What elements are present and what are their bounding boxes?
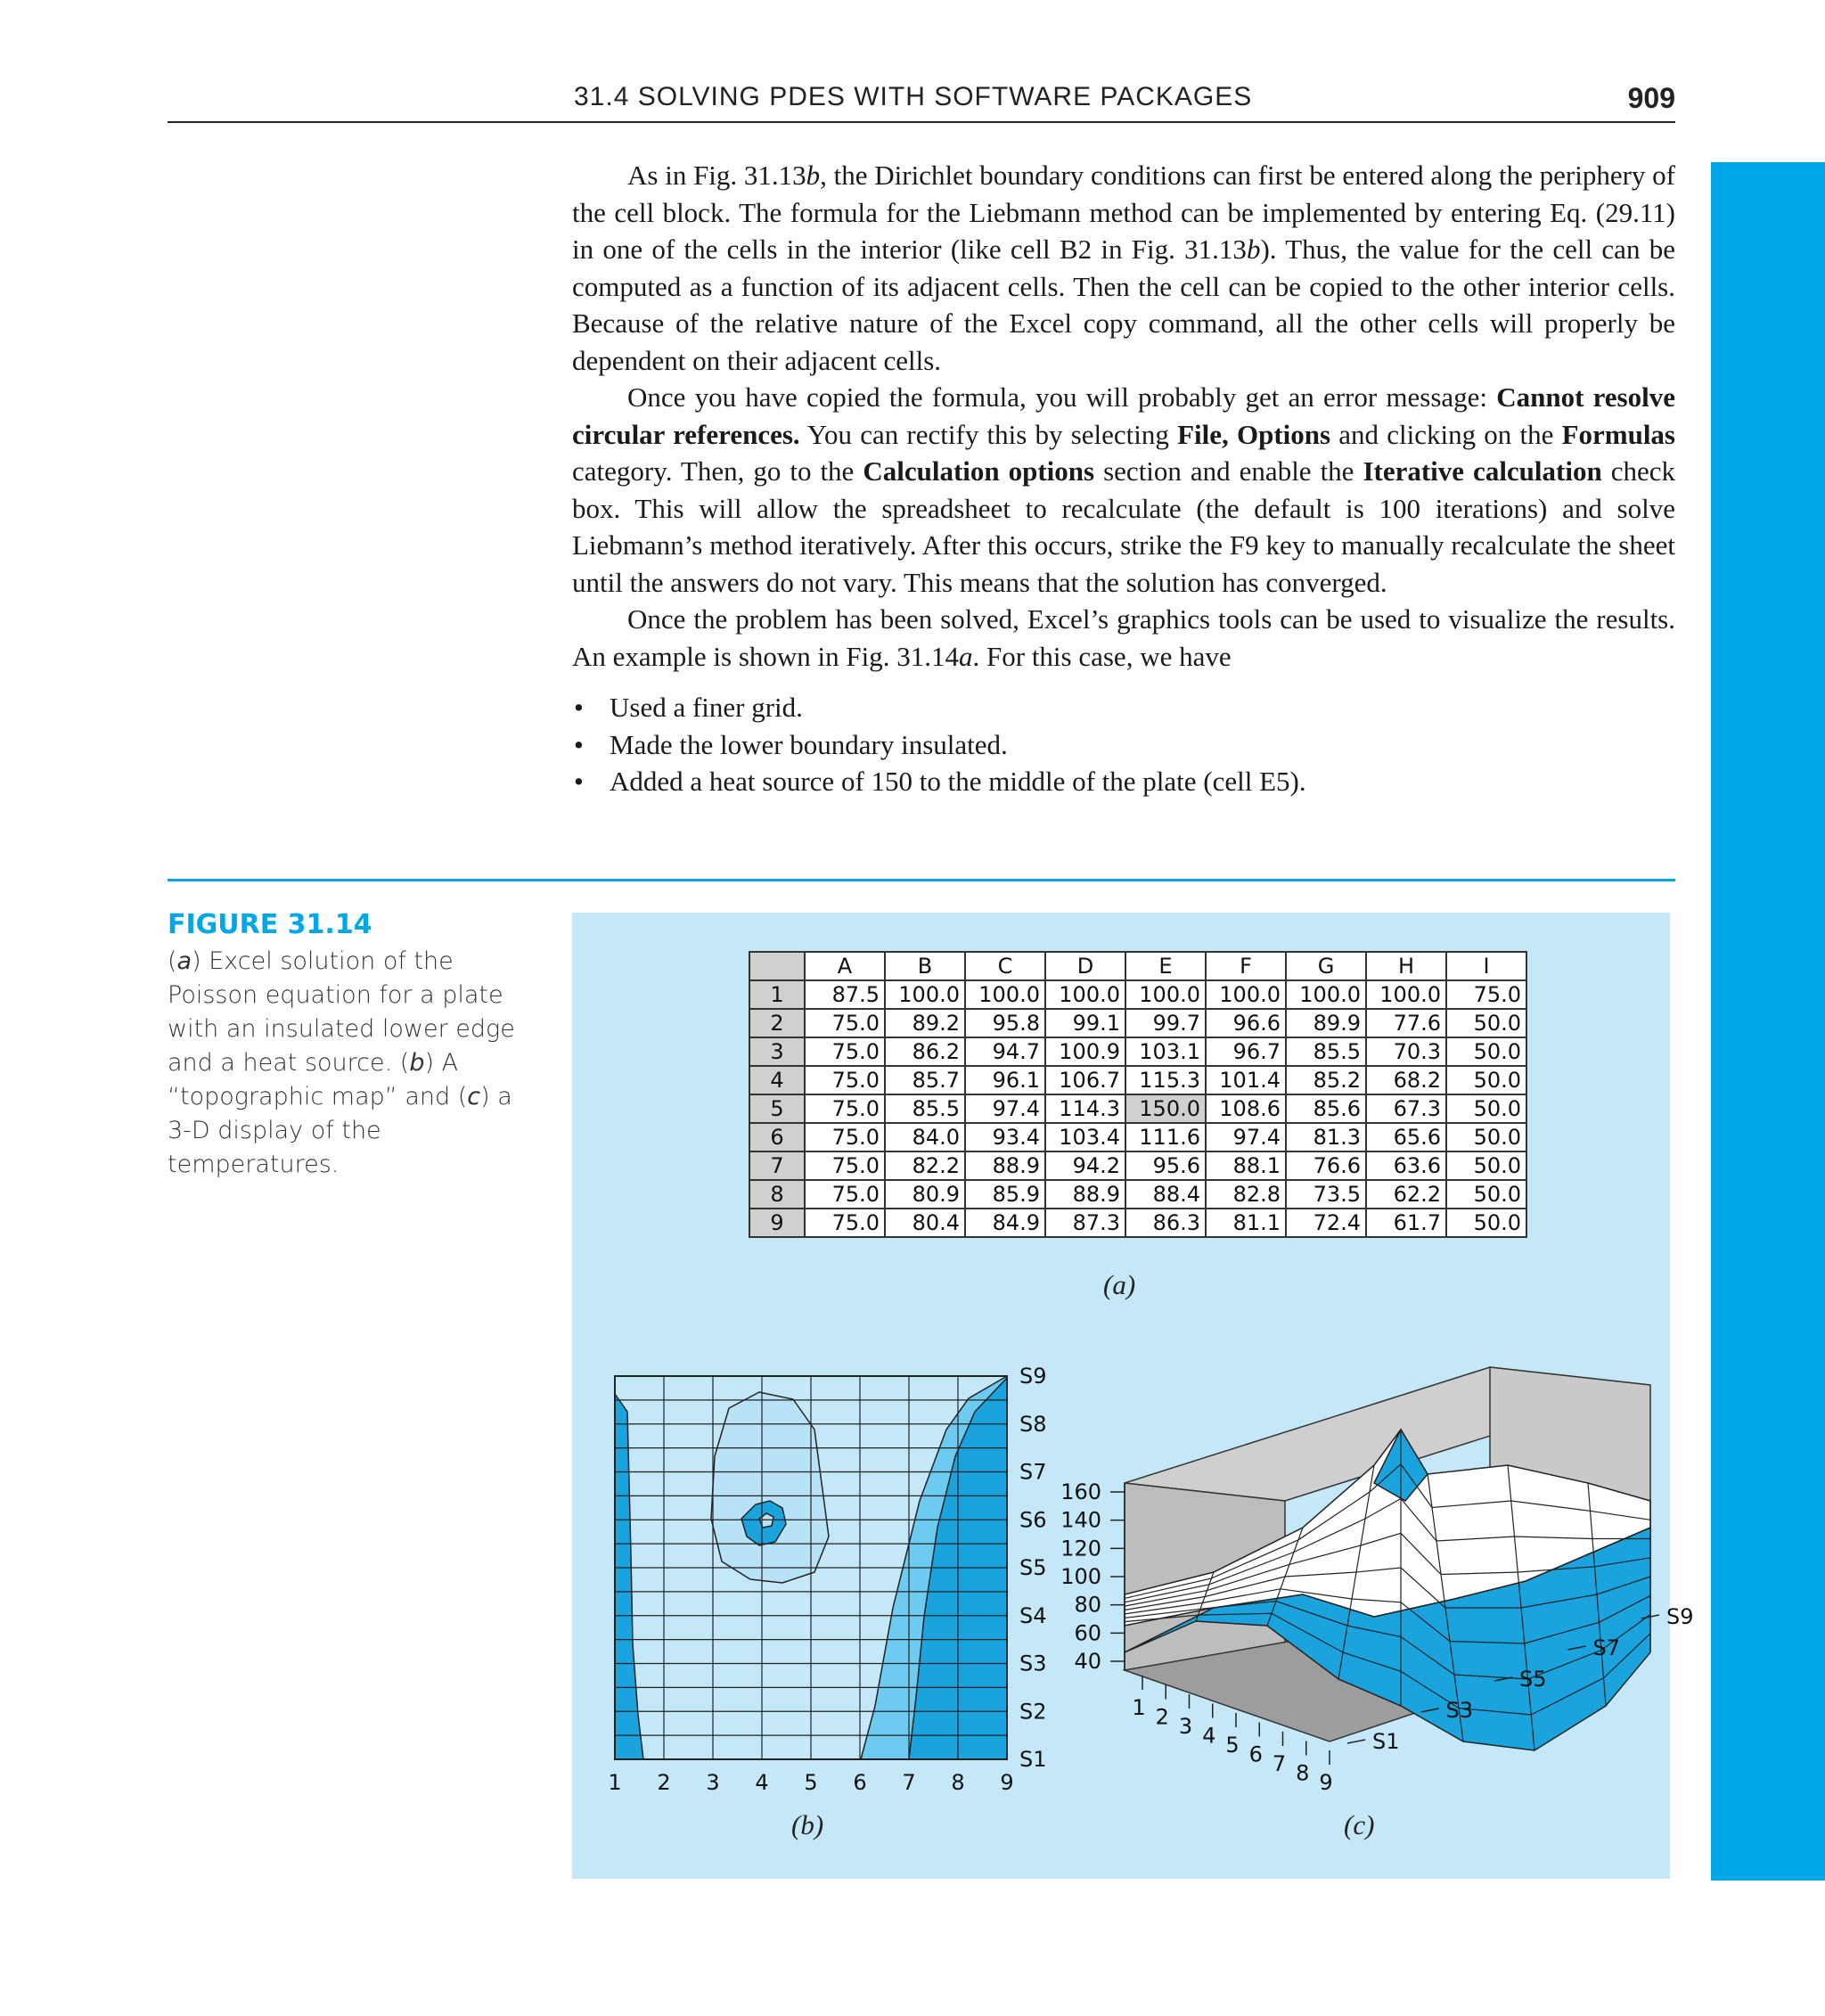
table-cell: 75.0 [805, 1209, 885, 1237]
text-run: As in Fig. 31.13 [627, 160, 806, 191]
row-header: 7 [749, 1151, 805, 1180]
table-cell: 67.3 [1366, 1094, 1446, 1123]
table-cell: 50.0 [1446, 1123, 1526, 1151]
text-run: . For this case, we have [972, 640, 1232, 672]
bold-run: Iterative calculation [1363, 455, 1602, 487]
table-cell: 111.6 [1125, 1123, 1206, 1151]
row-header: 1 [749, 980, 805, 1009]
spreadsheet-body [749, 980, 1526, 1237]
x-tick-label: 3 [706, 1770, 720, 1795]
column-header: G [1286, 952, 1366, 980]
x-tick-label: 2 [1155, 1704, 1169, 1730]
column-header: I [1446, 952, 1526, 980]
text-run: ) a 3-D display of the temperatures. [168, 1083, 512, 1178]
paragraph [572, 379, 1675, 601]
table-cell: 103.1 [1125, 1037, 1206, 1066]
y-tick-label: S7 [1592, 1635, 1621, 1660]
table-cell: 50.0 [1446, 1151, 1526, 1180]
list-item [572, 726, 1675, 764]
table-cell: 100.0 [1366, 980, 1446, 1009]
x-tick-label: 9 [1000, 1770, 1014, 1795]
column-header: B [885, 952, 965, 980]
text-run: section and enable the [1094, 455, 1363, 487]
y-tick-label: S3 [1445, 1698, 1474, 1723]
bullet-icon: • [574, 692, 584, 723]
y-axis-ticks [1019, 1364, 1047, 1772]
column-header-row [749, 952, 1526, 980]
bold-run: Cannot resolve circular references. [572, 381, 1675, 450]
table-cell: 94.2 [1045, 1151, 1125, 1180]
table-cell: 72.4 [1286, 1209, 1366, 1237]
x-tick-label: 8 [1296, 1760, 1310, 1786]
table-cell: 86.3 [1125, 1209, 1206, 1237]
list-item-text: Added a heat source of 150 to the middle of the plate (cell E5). [610, 766, 1306, 797]
side-tab [1711, 162, 1825, 1881]
table-cell: 93.4 [965, 1123, 1045, 1151]
text-run: , the Dirichlet boundary conditions can first be entered along the periphery of the cell block. The formula for the Liebmann method can be implemented by entering Eq. (29.11) in one of the cells in the interior (like cell B2 in Fig. 31.13 [572, 160, 1675, 265]
table-cell: 75.0 [1446, 980, 1526, 1009]
table-cell: 88.9 [965, 1151, 1045, 1180]
table-cell: 85.2 [1286, 1066, 1366, 1094]
table-cell: 62.2 [1366, 1180, 1446, 1209]
table-cell: 75.0 [805, 1123, 885, 1151]
x-tick-label: 7 [902, 1770, 916, 1795]
table-cell: 81.1 [1206, 1209, 1286, 1237]
z-tick-label: 160 [1060, 1479, 1101, 1504]
table-cell: 75.0 [805, 1009, 885, 1037]
table-cell: 84.9 [965, 1209, 1045, 1237]
table-cell: 81.3 [1286, 1123, 1366, 1151]
figure-panel [572, 913, 1694, 1879]
row-header: 4 [749, 1066, 805, 1094]
column-header: C [965, 952, 1045, 980]
contour-band-left [615, 1394, 643, 1759]
table-cell: 84.0 [885, 1123, 965, 1151]
y-tick-label: S1 [1372, 1729, 1400, 1754]
surface-3d-plot [1060, 1332, 1694, 1831]
table-row [749, 980, 1526, 1009]
text-run: check box. This will allow the spreadsheet to recalculate (the default is 100 iterations) and solve Liebmann’s method iteratively. After this occurs, strike the F9 key to manually recalculate the sheet until the answers do not vary. This means that the solution has converged. [572, 455, 1675, 598]
table-row [749, 1066, 1526, 1094]
table-row [749, 1123, 1526, 1151]
table-cell: 103.4 [1045, 1123, 1125, 1151]
running-head [168, 82, 1675, 123]
italic-run: b [409, 1049, 425, 1077]
figure-label: FIGURE 31.14 [168, 909, 372, 940]
table-cell: 85.5 [885, 1094, 965, 1123]
table-cell: 108.6 [1206, 1094, 1286, 1123]
table-cell: 100.0 [1125, 980, 1206, 1009]
table-cell: 50.0 [1446, 1209, 1526, 1237]
table-cell: 150.0 [1125, 1094, 1206, 1123]
table-cell: 75.0 [805, 1151, 885, 1180]
table-row [749, 1009, 1526, 1037]
x-tick-label: 4 [755, 1770, 769, 1795]
table-cell: 86.2 [885, 1037, 965, 1066]
y-tick-label: S3 [1019, 1651, 1047, 1676]
x-tick-label: 5 [804, 1770, 818, 1795]
bullet-icon: • [574, 728, 584, 760]
y-tick-label: S8 [1019, 1411, 1047, 1437]
z-tick-label: 120 [1060, 1536, 1101, 1561]
row-header: 9 [749, 1209, 805, 1237]
table-cell: 70.3 [1366, 1037, 1446, 1066]
row-header: 6 [749, 1123, 805, 1151]
table-cell: 101.4 [1206, 1066, 1286, 1094]
z-tick-label: 40 [1074, 1649, 1101, 1674]
table-cell: 50.0 [1446, 1009, 1526, 1037]
bold-run: File, Options [1177, 418, 1331, 450]
y-tick-label: S9 [1019, 1364, 1047, 1389]
table-cell: 85.6 [1286, 1094, 1366, 1123]
text-run: ) Excel solution of the Poisson equation for a plate with an insulated lower edge and a heat source. ( [168, 947, 515, 1077]
row-header: 2 [749, 1009, 805, 1037]
text-run: You can rectify this by selecting [799, 418, 1178, 450]
column-header: D [1045, 952, 1125, 980]
table-cell: 73.5 [1286, 1180, 1366, 1209]
y-tick-label: S5 [1519, 1667, 1547, 1692]
table-cell: 75.0 [805, 1180, 885, 1209]
column-header: A [805, 952, 885, 980]
table-cell: 88.1 [1206, 1151, 1286, 1180]
table-cell: 96.1 [965, 1066, 1045, 1094]
table-cell: 96.6 [1206, 1009, 1286, 1037]
table-cell: 77.6 [1366, 1009, 1446, 1037]
x-tick-label: 1 [608, 1770, 622, 1795]
x-tick-label: 7 [1272, 1751, 1287, 1776]
z-tick-label: 60 [1074, 1620, 1101, 1646]
table-row [749, 1037, 1526, 1066]
table-cell: 75.0 [805, 1037, 885, 1066]
table-row [749, 1180, 1526, 1209]
table-cell: 100.0 [885, 980, 965, 1009]
table-cell: 88.9 [1045, 1180, 1125, 1209]
table-cell: 68.2 [1366, 1066, 1446, 1094]
table-cell: 65.6 [1366, 1123, 1446, 1151]
italic-run: b [1246, 234, 1261, 265]
x-tick-label: 8 [951, 1770, 965, 1795]
x-axis-ticks [608, 1770, 1013, 1795]
table-cell: 97.4 [965, 1094, 1045, 1123]
table-cell: 50.0 [1446, 1037, 1526, 1066]
table-cell: 50.0 [1446, 1094, 1526, 1123]
corner-cell [749, 952, 805, 980]
paragraph [572, 601, 1675, 675]
table-cell: 99.7 [1125, 1009, 1206, 1037]
text-run: Once you have copied the formula, you will probably get an error message: [627, 381, 1497, 413]
table-cell: 95.8 [965, 1009, 1045, 1037]
figure-caption [168, 945, 542, 1182]
table-cell: 63.6 [1366, 1151, 1446, 1180]
row-header: 3 [749, 1037, 805, 1066]
y-tick-label: S6 [1019, 1507, 1047, 1533]
table-row [749, 1151, 1526, 1180]
table-cell: 99.1 [1045, 1009, 1125, 1037]
table-cell: 85.7 [885, 1066, 965, 1094]
text-run: ) A “topographic map” and ( [168, 1049, 468, 1110]
x-tick-label: 6 [1248, 1741, 1263, 1767]
table-cell: 61.7 [1366, 1209, 1446, 1237]
table-cell: 82.8 [1206, 1180, 1286, 1209]
italic-run: a [176, 947, 192, 975]
table-cell: 85.9 [965, 1180, 1045, 1209]
table-cell: 80.4 [885, 1209, 965, 1237]
table-cell: 75.0 [805, 1066, 885, 1094]
bullet-list [572, 689, 1675, 800]
text-run: Once the problem has been solved, Excel’s graphics tools can be used to visualize the results. An example is shown in Fig. 31.14 [572, 603, 1675, 672]
table-cell: 87.5 [805, 980, 885, 1009]
list-item [572, 763, 1675, 800]
page-number: 909 [1627, 82, 1675, 114]
body-text [572, 157, 1675, 800]
row-header: 5 [749, 1094, 805, 1123]
spreadsheet-table [749, 951, 1527, 1238]
table-cell: 89.2 [885, 1009, 965, 1037]
z-tick-label: 80 [1074, 1592, 1101, 1618]
x-tick-label: 2 [657, 1770, 671, 1795]
z-tick-label: 140 [1060, 1507, 1101, 1533]
row-header: 8 [749, 1180, 805, 1209]
z-tick-label: 100 [1060, 1564, 1101, 1589]
x-tick-label: 3 [1178, 1714, 1193, 1739]
text-run: ). Thus, the value for the cell can be computed as a function of its adjacent cells. Then the cell can be copied to the other interior cells. Because of the relative nature of the Excel copy command, all the other cells will properly be dependent on their adjacent cells. [572, 234, 1675, 376]
subfigure-label-b: (b) [791, 1809, 824, 1840]
subfigure-label-c: (c) [1344, 1809, 1375, 1840]
paragraph [572, 157, 1675, 379]
bold-run: Calculation options [863, 455, 1095, 487]
table-cell: 97.4 [1206, 1123, 1286, 1151]
table-cell: 95.6 [1125, 1151, 1206, 1180]
column-header: F [1206, 952, 1286, 980]
column-header: H [1366, 952, 1446, 980]
section-title: 31.4 SOLVING PDES WITH SOFTWARE PACKAGES [574, 82, 1253, 111]
table-cell: 100.0 [965, 980, 1045, 1009]
subfigure-label-a: (a) [1103, 1269, 1136, 1300]
y-tick-label: S9 [1666, 1604, 1694, 1629]
table-cell: 80.9 [885, 1180, 965, 1209]
table-cell: 100.0 [1045, 980, 1125, 1009]
y-tick-mark [1347, 1740, 1365, 1743]
list-item [572, 689, 1675, 726]
list-item-text: Made the lower boundary insulated. [610, 728, 1008, 760]
table-row [749, 1209, 1526, 1237]
table-cell: 75.0 [805, 1094, 885, 1123]
table-cell: 85.5 [1286, 1037, 1366, 1066]
italic-run: c [467, 1083, 481, 1110]
text-run: category. Then, go to the [572, 455, 863, 487]
table-cell: 94.7 [965, 1037, 1045, 1066]
table-cell: 96.7 [1206, 1037, 1286, 1066]
y-tick-label: S7 [1019, 1459, 1047, 1485]
list-item-text: Used a finer grid. [610, 692, 803, 723]
text-run: ( [168, 947, 177, 975]
italic-run: a [959, 640, 973, 672]
text-run: and clicking on the [1330, 418, 1562, 450]
bold-run: Formulas [1561, 418, 1675, 450]
table-cell: 115.3 [1125, 1066, 1206, 1094]
bullet-icon: • [574, 766, 584, 797]
x-tick-label: 9 [1319, 1770, 1333, 1795]
x-tick-label: 5 [1225, 1733, 1240, 1758]
y-tick-label: S4 [1019, 1602, 1047, 1628]
x-tick-label: 4 [1202, 1723, 1216, 1749]
table-cell: 50.0 [1446, 1066, 1526, 1094]
y-tick-label: S2 [1019, 1699, 1047, 1725]
table-cell: 106.7 [1045, 1066, 1125, 1094]
y-tick-label: S5 [1019, 1555, 1047, 1580]
figure-rule [168, 879, 1675, 881]
table-cell: 76.6 [1286, 1151, 1366, 1180]
x-tick-label: 1 [1132, 1695, 1146, 1720]
table-cell: 88.4 [1125, 1180, 1206, 1209]
table-cell: 82.2 [885, 1151, 965, 1180]
table-row [749, 1094, 1526, 1123]
table-cell: 100.0 [1286, 980, 1366, 1009]
italic-run: b [806, 160, 821, 191]
table-cell: 100.9 [1045, 1037, 1125, 1066]
table-cell: 89.9 [1286, 1009, 1366, 1037]
table-cell: 100.0 [1206, 980, 1286, 1009]
table-cell: 50.0 [1446, 1180, 1526, 1209]
x-tick-label: 6 [853, 1770, 867, 1795]
table-cell: 87.3 [1045, 1209, 1125, 1237]
table-cell: 114.3 [1045, 1094, 1125, 1123]
y-tick-label: S1 [1019, 1747, 1047, 1772]
column-header: E [1125, 952, 1206, 980]
topographic-map [572, 1323, 1107, 1875]
